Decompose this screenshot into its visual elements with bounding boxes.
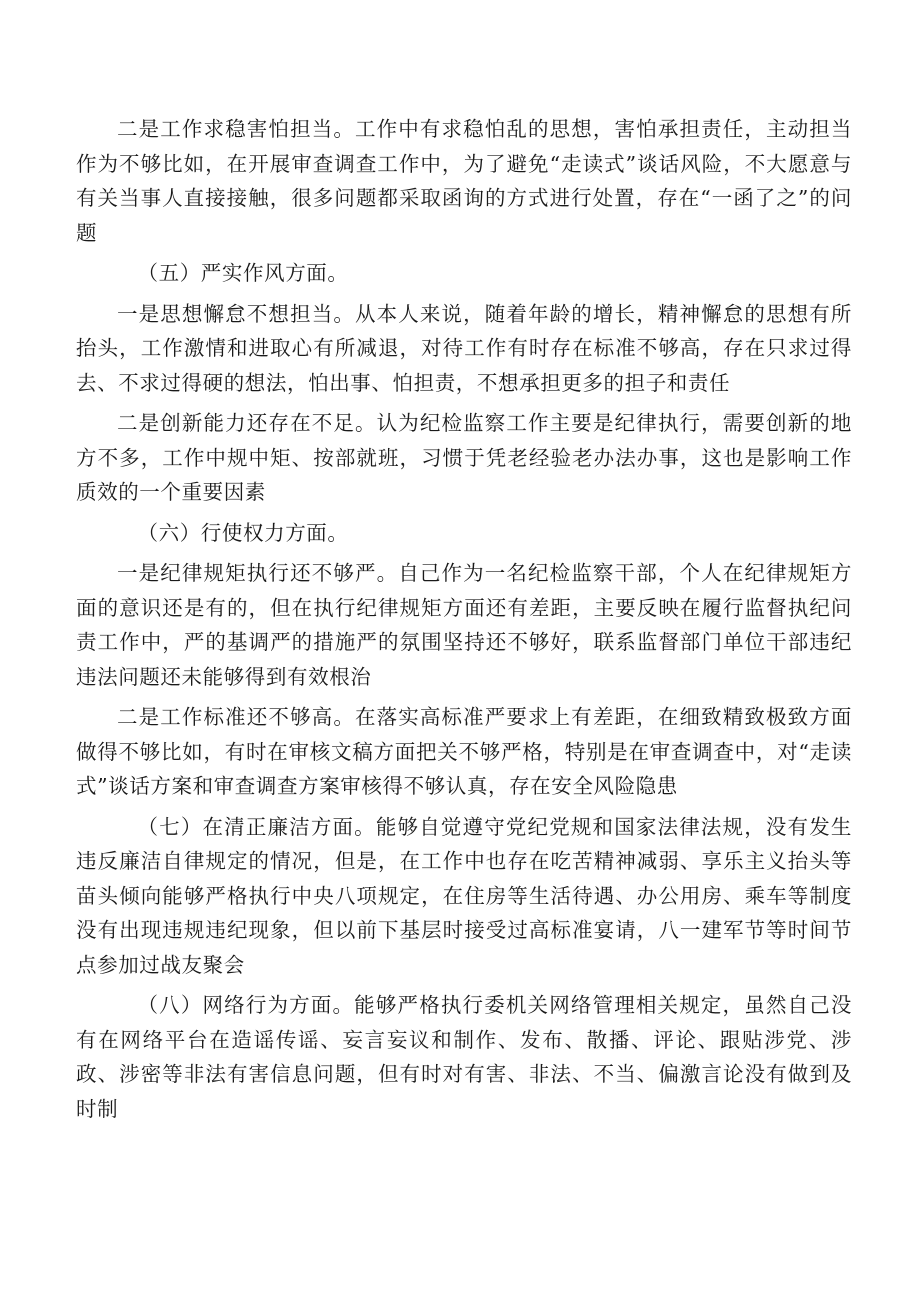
section-heading-7: （七）在清正廉洁方面。能够自觉遵守党纪党规和国家法律法规，没有发生违反廉洁自律规定的情况，但是，在工作中也存在吃苦精神减弱、享乐主义抬头等苗头倾向能够严格执行中央八项规定，在住房等生活待遇、办公用房、乘车等制度没有出现违规违纪现象，但以前下基层时接受过高标准宴请，八一建军节等时间节点参加过战友聚会: [76, 814, 852, 977]
paragraph-work-stability: 二是工作求稳害怕担当。工作中有求稳怕乱的思想，害怕承担责任，主动担当作为不够比如，在开展审查调查工作中，为了避免“走读式”谈话风险，不大愿意与有关当事人直接接触，很多问题都采取函询的方式进行处置，存在“一函了之”的问题: [76, 117, 852, 245]
section-heading-6: （六）行使权力方面。: [137, 520, 349, 545]
paragraph-slackness: 一是思想懈怠不想担当。从本人来说，随着年龄的增长，精神懈怠的思想有所抬头，工作激情和进取心有所减退，对待工作有时存在标准不够高，存在只求过得去、不求过得硬的想法，怕出事、怕担责，不想承担更多的担子和责任: [76, 301, 852, 395]
paragraph-discipline: 一是纪律规矩执行还不够严。自己作为一名纪检监察干部，个人在纪律规矩方面的意识还是有的，但在执行纪律规矩方面还有差距，主要反映在履行监督执纪问责工作中，严的基调严的措施严的氛围坚持还不够好，联系监督部门单位干部违纪违法问题还未能够得到有效根治: [76, 561, 852, 689]
section-heading-5: （五）严实作风方面。: [137, 261, 349, 285]
section-heading-8: （八）网络行为方面。能够严格执行委机关网络管理相关规定，虽然自己没有在网络平台在造谣传谣、妄言妄议和制作、发布、散播、评论、跟贴涉党、涉政、涉密等非法有害信息问题，但有时对有害、非法、不当、偏激言论没有做到及时制: [76, 993, 852, 1121]
paragraph-innovation: 二是创新能力还存在不足。认为纪检监察工作主要是纪律执行，需要创新的地方不多，工作中规中矩、按部就班，习惯于凭老经验老办法办事，这也是影响工作质效的一个重要因素: [76, 411, 852, 504]
paragraph-standards: 二是工作标准还不够高。在落实高标准严要求上有差距，在细致精致极致方面做得不够比如，有时在审核文稿方面把关不够严格，特别是在审查调查中，对“走读式”谈话方案和审查调查方案审核得不够认真，存在安全风险隐患: [76, 705, 852, 798]
